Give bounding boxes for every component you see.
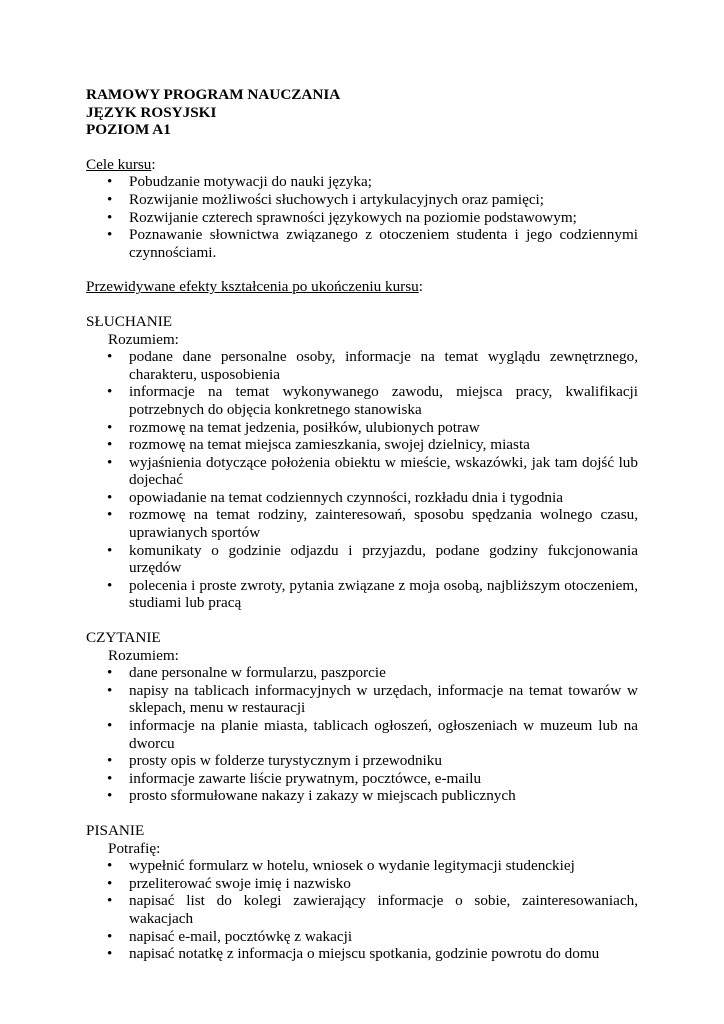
- writing-section: [86, 822, 638, 963]
- document-title: [86, 86, 638, 139]
- learning-outcomes-heading-text: Przewidywane efekty kształcenia po ukończeniu kursu: [86, 278, 419, 296]
- list-item: • dane personalne w formularzu, paszporcie: [86, 664, 638, 682]
- list-item: • napisać e-mail, pocztówkę z wakacji: [86, 928, 638, 946]
- list-item: • wyjaśnienia dotyczące położenia obiektu w mieście, wskazówki, jak tam dojść lub dojechać: [86, 454, 638, 489]
- list-item: • Rozwijanie możliwości słuchowych i artykulacyjnych oraz pamięci;: [86, 191, 638, 209]
- list-item: • prosty opis w folderze turystycznym i przewodniku: [86, 752, 638, 770]
- list-item: • polecenia i proste zwroty, pytania związane z moja osobą, najbliższym otoczeniem, studiami lub pracą: [86, 577, 638, 612]
- reading-list: [86, 664, 638, 805]
- list-item: • wypełnić formularz w hotelu, wniosek o wydanie legitymacji studenckiej: [86, 857, 638, 875]
- learning-outcomes-heading-colon: :: [418, 278, 423, 296]
- list-item: • rozmowę na temat rodziny, zainteresowań, sposobu spędzania wolnego czasu, uprawianych sportów: [86, 506, 638, 541]
- course-goals-heading-colon: :: [151, 155, 156, 173]
- writing-list: [86, 857, 638, 963]
- title-line-2: JĘZYK ROSYJSKI: [86, 103, 217, 121]
- reading-title: CZYTANIE: [86, 629, 161, 647]
- list-item: • napisać list do kolegi zawierający informacje o sobie, zainteresowaniach, wakacjach: [86, 892, 638, 927]
- list-item: • podane dane personalne osoby, informacje na temat wyglądu zewnętrznego, charakteru, usposobienia: [86, 348, 638, 383]
- list-item: • opowiadanie na temat codziennych czynności, rozkładu dnia i tygodnia: [86, 489, 638, 507]
- listening-section: [86, 313, 638, 612]
- list-item: • rozmowę na temat miejsca zamieszkania, swojej dzielnicy, miasta: [86, 436, 638, 454]
- title-line-1: RAMOWY PROGRAM NAUCZANIA: [86, 86, 341, 103]
- list-item: • napisy na tablicach informacyjnych w urzędach, informacje na temat towarów w sklepach, menu w restauracji: [86, 682, 638, 717]
- list-item: • napisać notatkę z informacja o miejscu spotkania, godzinie powrotu do domu: [86, 945, 638, 963]
- course-goals-heading: [86, 156, 638, 174]
- listening-label: Rozumiem:: [108, 330, 179, 348]
- list-item: • Rozwijanie czterech sprawności językowych na poziomie podstawowym;: [86, 209, 638, 227]
- list-item: • informacje na temat wykonywanego zawodu, miejsca pracy, kwalifikacji potrzebnych do objęcia konkretnego stanowiska: [86, 383, 638, 418]
- title-line-3: POZIOM A1: [86, 121, 171, 139]
- list-item: • komunikaty o godzinie odjazdu i przyjazdu, podane godziny fukcjonowania urzędów: [86, 542, 638, 577]
- list-item: • przeliterować swoje imię i nazwisko: [86, 875, 638, 893]
- learning-outcomes-heading: [86, 278, 638, 296]
- course-goals-heading-text: Cele kursu: [86, 155, 152, 173]
- list-item: • rozmowę na temat jedzenia, posiłków, ulubionych potraw: [86, 419, 638, 437]
- list-item: • informacje na planie miasta, tablicach ogłoszeń, ogłoszeniach w muzeum lub na dworcu: [86, 717, 638, 752]
- listening-title: SŁUCHANIE: [86, 312, 173, 330]
- writing-label: Potrafię:: [108, 839, 161, 857]
- list-item: • informacje zawarte liście prywatnym, pocztówce, e-mailu: [86, 770, 638, 788]
- writing-title: PISANIE: [86, 821, 145, 839]
- reading-section: [86, 629, 638, 805]
- list-item: • prosto sformułowane nakazy i zakazy w miejscach publicznych: [86, 787, 638, 805]
- course-goals-list: [86, 173, 638, 261]
- list-item: • Pobudzanie motywacji do nauki języka;: [86, 173, 638, 191]
- listening-list: [86, 348, 638, 612]
- list-item: • Poznawanie słownictwa związanego z otoczeniem studenta i jego codziennymi czynnościami.: [86, 226, 638, 261]
- reading-label: Rozumiem:: [108, 646, 179, 664]
